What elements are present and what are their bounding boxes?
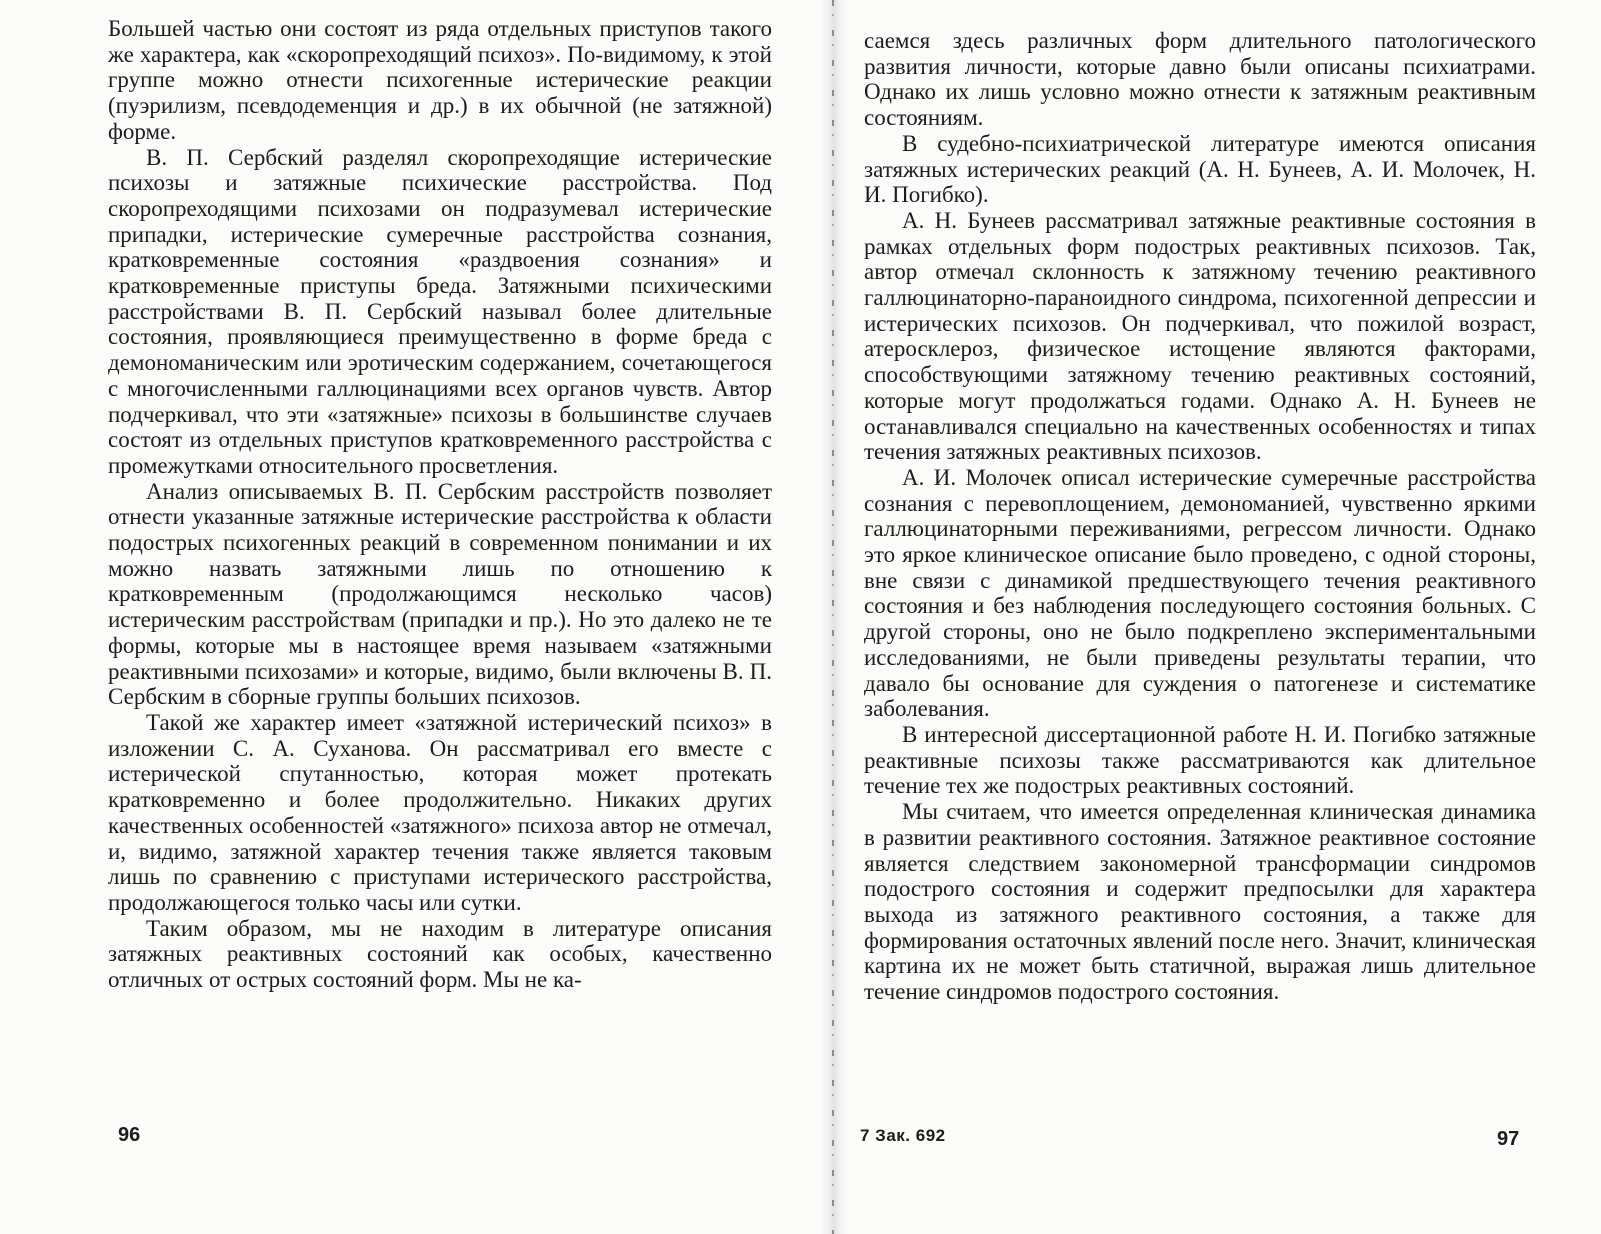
paragraph: Большей частью они состоят из ряда отдельных приступов такого же характера, как «скоропреходящий психоз». По-видимому, к этой группе можно отнести психогенные истерические реакции (пуэрилизм, псевдодеменция и др.) в их обычной (не затяжной) форме.: [108, 16, 772, 144]
left-page-text: [108, 16, 772, 993]
paragraph: В интересной диссертационной работе Н. И. Погибко затяжные реактивные психозы также рассматриваются как длительное течение тех же подострых реактивных состояний.: [864, 721, 1536, 799]
paragraph: саемся здесь различных форм длительного патологического развития личности, которые давно были описаны психиатрами. Однако их лишь условно можно отнести к затяжным реактивным состояниям.: [864, 28, 1536, 131]
paragraph: В. П. Сербский разделял скоропреходящие истерические психозы и затяжные психические расстройства. Под скоропреходящими психозами он подразумевал истерические припадки, истерические сумеречные расстройства сознания, кратковременные состояния «раздвоения сознания» и кратковременные приступы бреда. Затяжными психическими расстройствами В. П. Сербский называл более длительные состояния, проявляющиеся преимущественно в форме бреда с демономаническим или эротическим содержанием, сочетающегося с многочисленными галлюцинациями всех органов чувств. Автор подчеркивал, что эти «затяжные» психозы в большинстве случаев состоят из отдельных приступов кратковременного расстройства с промежутками относительного просветления.: [108, 144, 772, 478]
paragraph: Анализ описываемых В. П. Сербским расстройств позволяет отнести указанные затяжные истерические расстройства к области подострых психогенных реакций в современном понимании и их можно назвать затяжными лишь по отношению к кратковременным (продолжающимся несколько часов) истерическим расстройствам (припадки и пр.). Но это далеко не те формы, которые мы в настоящее время называем «затяжными реактивными психозами» и которые, видимо, были включены В. П. Сербским в сборные группы больших психозов.: [108, 478, 772, 710]
right-page-text: [864, 28, 1536, 1005]
paragraph: Такой же характер имеет «затяжной истерический психоз» в изложении С. А. Суханова. Он рассматривал его вместе с истерической спутанностью, которая может протекать кратковременно и более продолжительно. Никаких других качественных особенностей «затяжного» психоза автор не отмечал, и, видимо, затяжной характер течения также является таковым лишь по сравнению с приступами истерического расстройства, продолжающегося только часы или сутки.: [108, 709, 772, 915]
paragraph: А. Н. Бунеев рассматривал затяжные реактивные состояния в рамках отдельных форм подострых реактивных психозов. Так, автор отмечал склонность к затяжному течению реактивного галлюцинаторно-параноидного синдрома, психогенной депрессии и истерических психозов. Он подчеркивал, что пожилой возраст, атеросклероз, физическое истощение являются факторами, способствующими затяжному течению реактивных состояний, которые могут продолжаться годами. Однако А. Н. Бунеев не останавливался специально на качественных особенностях и типах течения затяжных реактивных психозов.: [864, 207, 1536, 465]
paragraph: Мы считаем, что имеется определенная клиническая динамика в развитии реактивного состояния. Затяжное реактивное состояние является следствием закономерной трансформации синдромов подострого состояния и содержит предпосылки для характера выхода из затяжного реактивного состояния, а также для формирования остаточных явлений после него. Значит, клиническая картина их не может быть статичной, выражая лишь длительное течение синдромов подострого состояния.: [864, 799, 1536, 1005]
page-number: 97: [1497, 1128, 1520, 1150]
printer-signature-mark: 7 Зак. 692: [860, 1126, 946, 1145]
right-page: [822, 0, 1601, 1234]
page-number: 96: [118, 1124, 141, 1146]
paragraph: В судебно-психиатрической литературе имеются описания затяжных истерических реакций (А. Н. Бунеев, А. И. Молочек, Н. И. Погибко).: [864, 130, 1536, 208]
paragraph: Таким образом, мы не находим в литературе описания затяжных реактивных состояний как особых, качественно отличных от острых состояний форм. Мы не ка-: [108, 915, 772, 993]
paragraph: А. И. Молочек описал истерические сумеречные расстройства сознания с перевоплощением, демономанией, чувственно яркими галлюцинаторными переживаниями, регрессом личности. Однако это яркое клиническое описание было проведено, с одной стороны, вне связи с динамикой предшествующего течения реактивного состояния и без наблюдения последующего состояния больных. С другой стороны, оно не было подкреплено экспериментальными исследованиями, не были приведены результаты терапии, что давало бы основание для суждения о патогенезе и систематике заболевания.: [864, 464, 1536, 722]
